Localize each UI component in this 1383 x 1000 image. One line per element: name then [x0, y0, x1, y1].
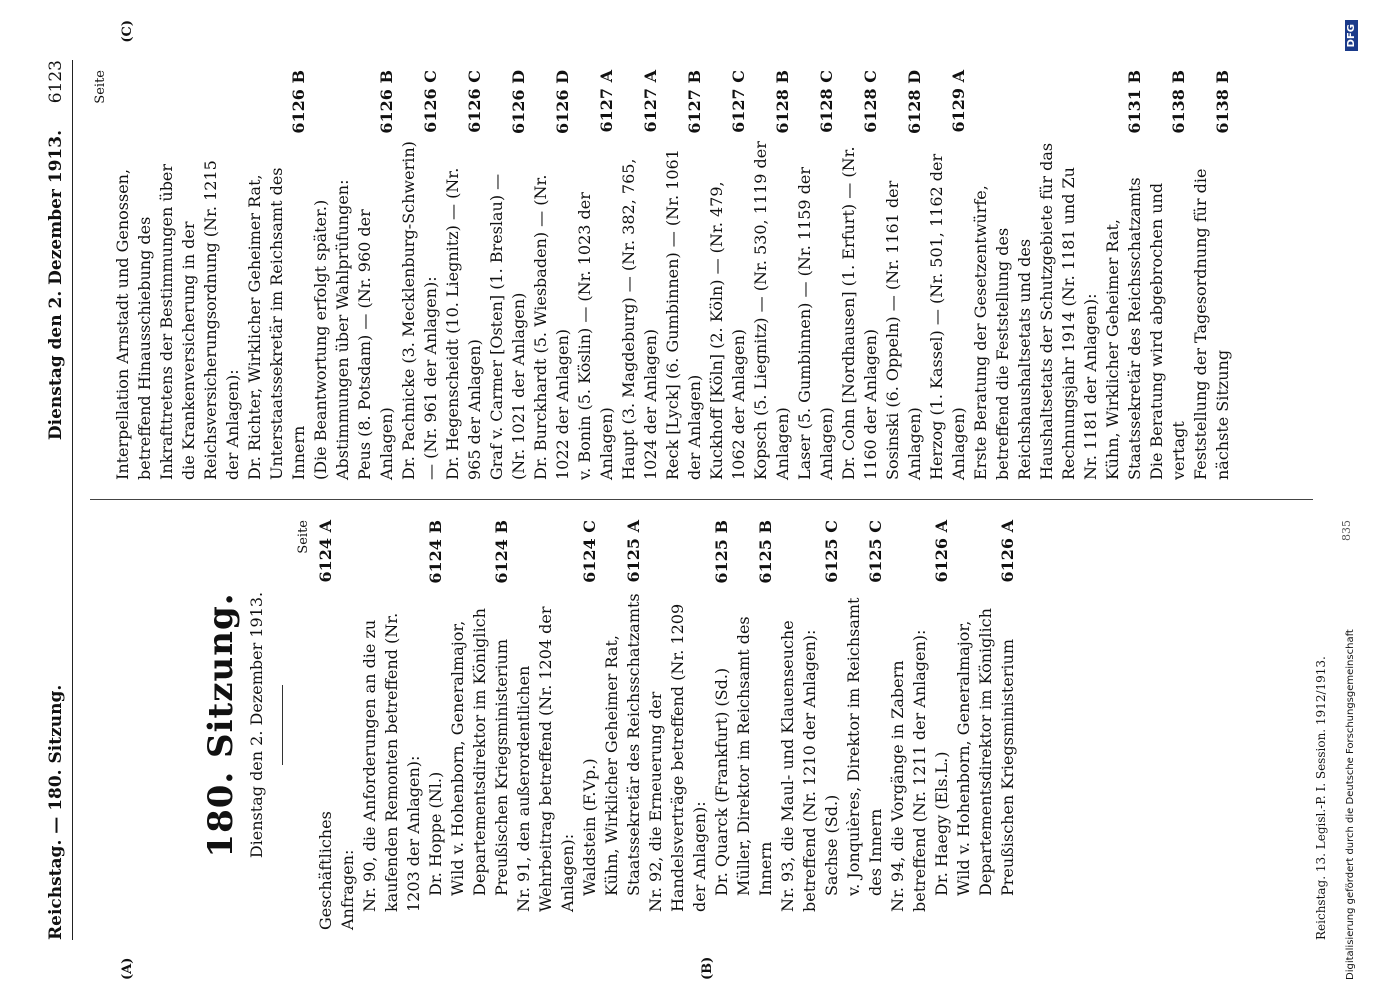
header-rule [72, 60, 73, 940]
left-entry-page: 6126 A [932, 520, 951, 583]
right-entry-page: 6126 C [421, 70, 440, 133]
footer-number: 835 [1340, 520, 1353, 541]
right-entry-text: Peus (8. Potsdam) — (Nr. 960 der Anlagen) [355, 209, 396, 480]
left-entry [315, 520, 337, 930]
right-entry [838, 70, 882, 480]
left-entry-text: Sachse (Sd.) [822, 794, 841, 896]
right-entry-text: Reck [Lyck] (6. Gumbinnen) — (Nr. 1061 der Anlagen) [663, 149, 704, 480]
right-entry [662, 70, 706, 480]
right-entry-page: 6126 C [465, 70, 484, 133]
right-entry [574, 70, 618, 480]
right-entry [442, 70, 486, 480]
seite-label-right: Seite [93, 70, 108, 104]
right-entry [794, 70, 838, 480]
right-entry [486, 70, 530, 480]
right-entry-text: Feststellung der Tagesordnung für die nächste Sitzung [1191, 168, 1232, 480]
left-entry-page: 6124 B [426, 520, 445, 584]
left-entry [645, 520, 711, 930]
right-entry-page: 6127 C [729, 70, 748, 133]
left-entry [513, 520, 579, 930]
right-entry-text: v. Bonin (5. Köslin) — (Nr. 1023 der Anlagen) [575, 192, 616, 480]
right-entry-text: Kühn, Wirklicher Geheimer Rat, Staatssekretär des Reichsschatzamts [1103, 177, 1144, 480]
left-column [90, 520, 1019, 930]
left-entry [733, 520, 777, 930]
right-entry-page: 6127 A [597, 70, 616, 133]
right-entry [112, 70, 244, 480]
right-entry [244, 70, 310, 480]
right-entry-text: Dr. Burckhardt (5. Wiesbaden) — (Nr. 1022 der Anlagen) [531, 174, 572, 480]
right-entry-text: Dr. Hegenscheidt (10. Liegnitz) — (Nr. 965 der Anlagen) [443, 167, 484, 480]
right-entry-page: 6138 B [1213, 70, 1232, 134]
left-entry [821, 520, 843, 930]
header-right: Dienstag den 2. Dezember 1913. [46, 130, 66, 441]
right-entry-text: Interpellation Arnstadt und Genossen, betreffend Hinausschiebung des Inkrafttretens der Bestimmungen über die Krankenversicherung in der Reichsversicherungsordnung (Nr. 1215 der Anlagen): [113, 160, 242, 480]
margin-mark-b: (B) [700, 956, 715, 980]
right-entries [112, 70, 1234, 480]
left-entry-text: Dr. Haegy (Els.L.) [932, 751, 951, 896]
left-entry-text: Nr. 93, die Maul- und Klauenseuche betreffend (Nr. 1210 der Anlagen): [778, 620, 819, 912]
right-entry-text: Kopsch (5. Liegnitz) — (Nr. 530, 1119 der Anlagen) [751, 141, 792, 480]
page-number: 6123 [46, 60, 66, 104]
left-entry [887, 520, 931, 930]
right-entry [1190, 70, 1234, 480]
right-entry-text: Kuckhoff [Köln] (2. Köln) — (Nr. 479, 1062 der Anlagen) [707, 181, 748, 480]
left-entry-page: 6125 C [866, 520, 885, 583]
title-rule [282, 685, 283, 765]
left-entries [315, 520, 1019, 930]
left-entry [579, 520, 601, 930]
right-entry [926, 70, 970, 480]
left-entry-page: 6124 A [316, 520, 335, 583]
right-entry [882, 70, 926, 480]
page-header [40, 60, 70, 940]
right-entry [1146, 70, 1190, 480]
right-entry-text: Die Beratung wird abgebrochen und vertagt [1147, 182, 1188, 480]
left-entry-text: Wild v. Hohenborn, Generalmajor, Departementsdirektor im Königlich Preußischen Kriegsministerium [448, 608, 511, 896]
right-entry [310, 70, 332, 480]
left-entry-text: Müller, Direktor im Reichsamt des Innern [734, 616, 775, 896]
right-entry [398, 70, 442, 480]
left-entry [601, 520, 645, 930]
left-entry-page: 6126 A [998, 520, 1017, 583]
right-entry-page: 6138 B [1169, 70, 1188, 134]
left-entry-page: 6125 B [712, 520, 731, 584]
right-entry-page: 6127 B [685, 70, 704, 134]
left-entry [953, 520, 1019, 930]
right-entry-page: 6128 C [817, 70, 836, 133]
right-entry-page: 6126 B [289, 70, 308, 134]
footer-left: Reichstag. 13. Legisl.-P. I. Session. 1912/1913. [1314, 656, 1328, 940]
left-entry [425, 520, 447, 930]
right-entry-text: Sosinski (6. Oppeln) — (Nr. 1161 der Anlagen) [883, 180, 924, 480]
margin-mark-a: (A) [120, 957, 135, 980]
left-entry [359, 520, 425, 930]
right-entry-text: Dr. Pachnicke (3. Mecklenburg-Schwerin) — (Nr. 961 der Anlagen): [399, 141, 440, 480]
left-entry-text: Nr. 92, die Erneuerung der Handelsverträge betreffend (Nr. 1209 der Anlagen): [646, 603, 709, 912]
right-column [90, 70, 1234, 480]
digitization-note: Digitalisierung gefördert durch die Deutsche Forschungsgemeinschaft [1345, 629, 1356, 980]
header-left: Reichstag. — 180. Sitzung. [46, 684, 66, 940]
right-entry [332, 70, 354, 480]
left-entry-page: 6125 A [624, 520, 643, 583]
left-entry-text: Wild v. Hohenborn, Generalmajor, Departementsdirektor im Königlich Preußischen Kriegsministerium [954, 608, 1017, 896]
session-date: Dienstag den 2. Dezember 1913. [247, 591, 266, 859]
right-entry-text: Laser (5. Gumbinnen) — (Nr. 1159 der Anlagen) [795, 166, 836, 480]
right-entry-page: 6129 A [949, 70, 968, 133]
left-entry [337, 520, 359, 930]
left-entry-text: v. Jonquières, Direktor im Reichsamt des Innern [844, 597, 885, 896]
right-entry [970, 70, 1102, 480]
right-entry-text: Dr. Cohn [Nordhausen] (1. Erfurt) — (Nr. 1160 der Anlagen) [839, 146, 880, 480]
left-entry-text: Dr. Quarck (Frankfurt) (Sd.) [712, 667, 731, 896]
right-entry [1102, 70, 1146, 480]
right-entry [750, 70, 794, 480]
right-entry [354, 70, 398, 480]
right-entry-page: 6128 C [861, 70, 880, 133]
right-entry-page: 6128 B [773, 70, 792, 134]
right-entry-page: 6128 D [905, 70, 924, 134]
right-entry-text: Herzog (1. Kassel) — (Nr. 501, 1162 der Anlagen) [927, 153, 968, 480]
right-entry-text: Haupt (3. Magdeburg) — (Nr. 382, 765, 1024 der Anlagen) [619, 158, 660, 480]
column-divider [90, 499, 1313, 500]
left-entry-text: Nr. 94, die Vorgänge in Zabern betreffend (Nr. 1211 der Anlagen): [888, 629, 929, 912]
left-entry-text: Nr. 91, den außerordentlichen Wehrbeitrag betreffend (Nr. 1204 der Anlagen): [514, 606, 577, 912]
right-entry-page: 6126 D [509, 70, 528, 134]
right-entry [618, 70, 662, 480]
left-entry [777, 520, 821, 930]
session-title: 180. Sitzung. [201, 592, 241, 858]
left-entry [711, 520, 733, 930]
left-entry-page: 6124 B [492, 520, 511, 584]
left-entry-text: Nr. 90, die Anforderungen an die zu kaufenden Remonten betreffend (Nr. 1203 der Anlagen): [360, 612, 423, 912]
left-entry [843, 520, 887, 930]
right-entry-page: 6126 D [553, 70, 572, 134]
left-entry [931, 520, 953, 930]
left-entry-text: Dr. Hoppe (Nl.) [426, 771, 445, 896]
right-entry-text: Dr. Richter, Wirklicher Geheimer Rat, Unterstaatssekretär im Reichsamt des Innern [245, 167, 308, 480]
margin-mark-c: (C) [120, 20, 135, 43]
left-entry-text: Waldstein (F.Vp.) [580, 758, 599, 896]
right-entry-page: 6126 B [377, 70, 396, 134]
right-entry-text: Erste Beratung der Gesetzentwürfe, betreffend die Feststellung des Reichshaushaltsetats und des Haushaltsetats der Schutzgebiete für das Rechnungsjahr 1914 (Nr. 1181 und Zu Nr. 1181 der Anlagen): [971, 142, 1100, 480]
seite-label: Seite [296, 520, 311, 554]
right-entry-text: (Die Beantwortung erfolgt später.) [311, 199, 330, 480]
left-entry-page: 6125 C [822, 520, 841, 583]
right-entry [706, 70, 750, 480]
left-entry-page: 6124 C [580, 520, 599, 583]
right-entry [530, 70, 574, 480]
left-entry [447, 520, 513, 930]
right-entry-page: 6131 B [1125, 70, 1144, 134]
right-entry-text: Abstimmungen über Wahlprüfungen: [333, 179, 352, 480]
left-entry-text: Anfragen: [338, 849, 357, 930]
left-entry-text: Geschäftliches [316, 811, 335, 930]
dfg-logo: DFG [1345, 20, 1358, 51]
right-entry-page: 6127 A [641, 70, 660, 133]
left-entry-text: Kühn, Wirklicher Geheimer Rat, Staatssekretär des Reichsschatzamts [602, 593, 643, 896]
left-entry-page: 6125 B [756, 520, 775, 584]
right-entry-text: Graf v. Carmer [Osten] (1. Breslau) — (Nr. 1021 der Anlagen) [487, 173, 528, 480]
